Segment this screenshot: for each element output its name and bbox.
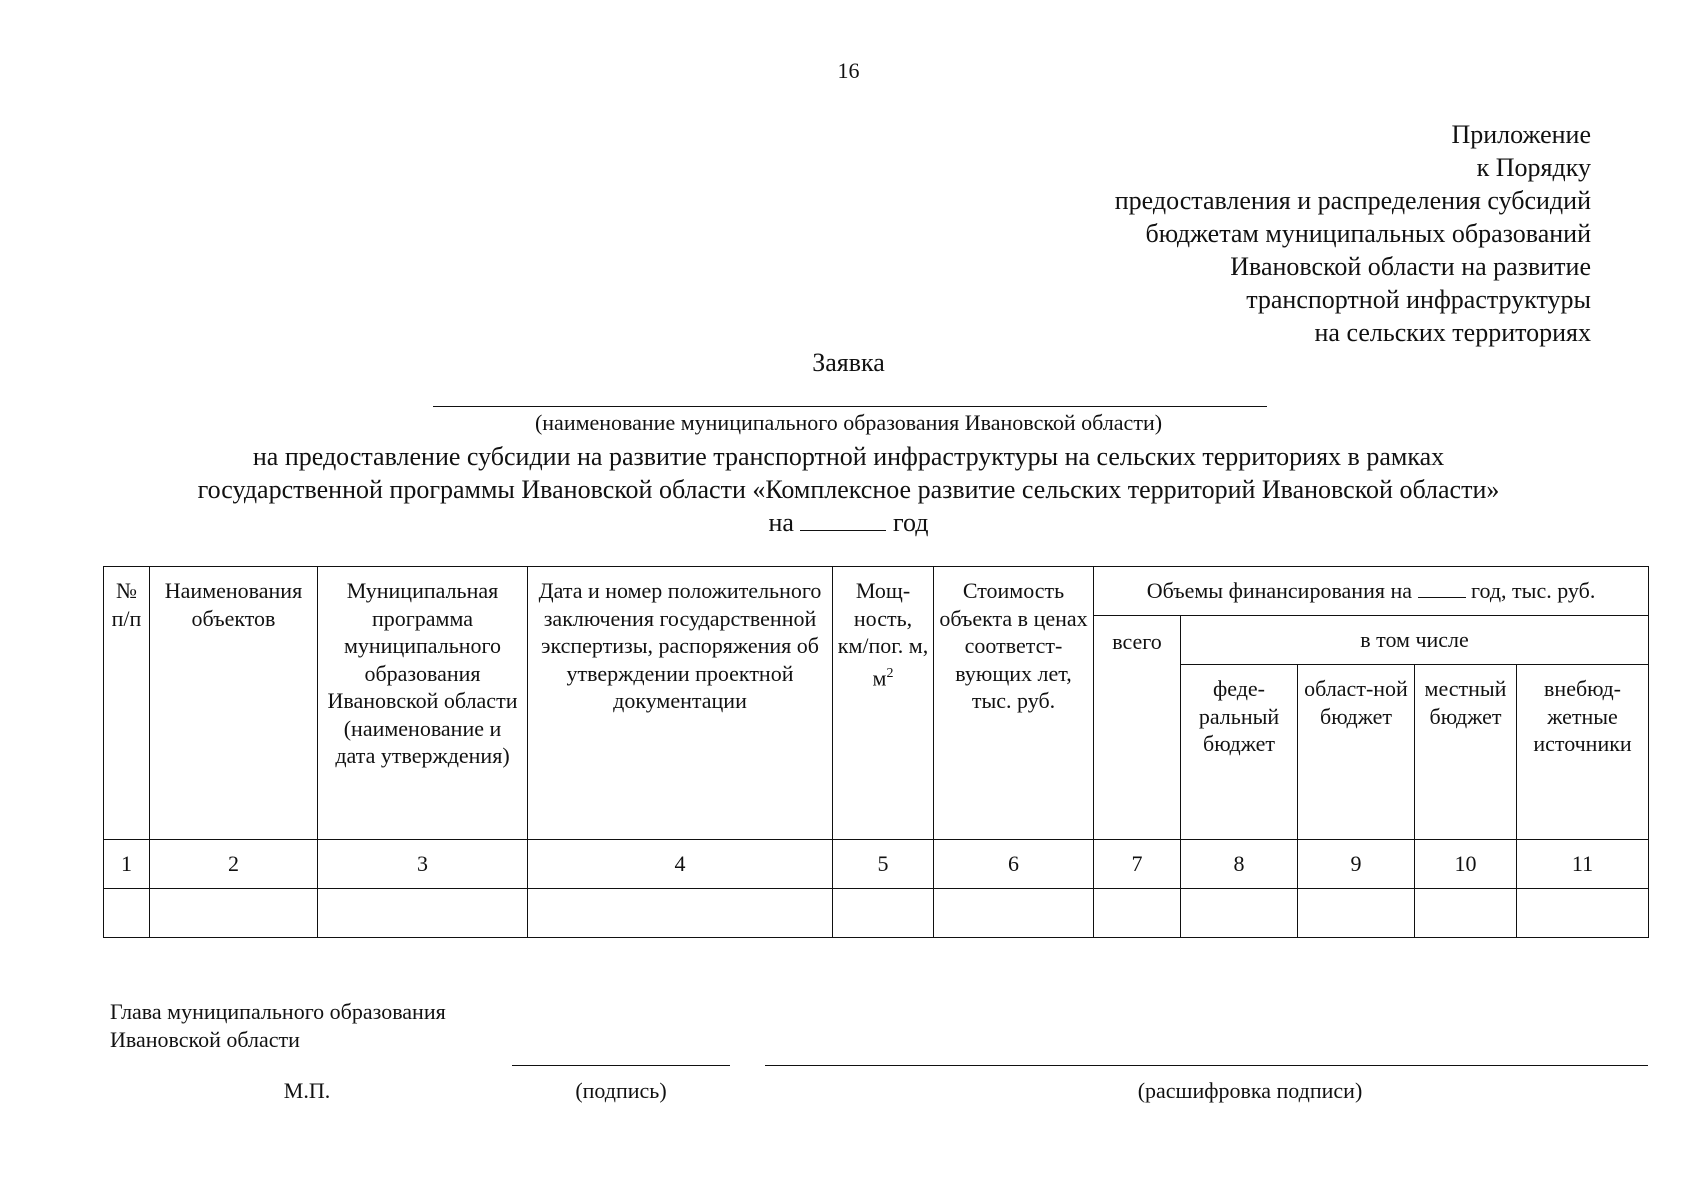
- signature-caption: (подпись): [575, 1078, 667, 1103]
- table-cell: [1298, 889, 1415, 938]
- subject-line-2: государственной программы Ивановской области «Комплексное развитие сельских территорий Ивановской области»: [197, 475, 1500, 504]
- header-number: № п/п: [104, 567, 150, 840]
- table-cell: [528, 889, 833, 938]
- header-total: всего: [1094, 616, 1181, 840]
- column-number: 8: [1181, 840, 1298, 889]
- column-number: 9: [1298, 840, 1415, 889]
- table-cell: [833, 889, 934, 938]
- year-blank: [800, 508, 886, 531]
- financing-prefix: Объемы финансирования на: [1146, 578, 1413, 604]
- signature-decode-line: [765, 1065, 1648, 1066]
- table-row: [104, 889, 1649, 938]
- application-table: [103, 566, 1649, 938]
- application-subject: [0, 440, 1697, 539]
- subject-line-1: на предоставление субсидии на развитие транспортной инфраструктуры на сельских территориях в рамках: [252, 442, 1445, 471]
- column-number: 6: [934, 840, 1094, 889]
- column-number: 1: [104, 840, 150, 889]
- header-capacity: [833, 567, 934, 840]
- official-title-line-2: Ивановской области: [110, 1027, 300, 1052]
- document-title: Заявка: [812, 348, 885, 377]
- table-cell: [934, 889, 1094, 938]
- header-cost: Стоимость объекта в ценах соответст-вующих лет, тыс. руб.: [934, 567, 1094, 840]
- appendix-line: к Порядку: [1476, 153, 1591, 182]
- year-suffix: год: [892, 508, 929, 537]
- table-cell: [1094, 889, 1181, 938]
- header-object-names: Наименования объектов: [150, 567, 318, 840]
- header-federal: феде-ральный бюджет: [1181, 665, 1298, 840]
- column-number: 3: [318, 840, 528, 889]
- header-extrabudgetary: внебюд-жетные источники: [1517, 665, 1649, 840]
- header-regional: област-ной бюджет: [1298, 665, 1415, 840]
- table-cell: [318, 889, 528, 938]
- table-header-row: [104, 567, 1649, 616]
- table-cell: [1415, 889, 1517, 938]
- header-financing: [1094, 567, 1649, 616]
- capacity-label: Мощ-ность, км/пог. м, м: [837, 578, 929, 690]
- table-cell: [1517, 889, 1649, 938]
- column-number-row: [104, 840, 1649, 889]
- year-prefix: на: [768, 508, 794, 537]
- appendix-line: предоставления и распределения субсидий: [1114, 186, 1591, 215]
- signature-line: [512, 1065, 730, 1066]
- appendix-block: [1115, 118, 1591, 349]
- appendix-line: бюджетам муниципальных образований: [1145, 219, 1591, 248]
- table-cell: [104, 889, 150, 938]
- financing-suffix: год, тыс. руб.: [1471, 578, 1596, 604]
- official-title-line-1: Глава муниципального образования: [110, 999, 446, 1024]
- appendix-line: транспортной инфраструктуры: [1246, 285, 1591, 314]
- column-number: 10: [1415, 840, 1517, 889]
- table-cell: [150, 889, 318, 938]
- appendix-line: на сельских территориях: [1314, 318, 1591, 347]
- official-title: [110, 998, 446, 1054]
- stamp-label: М.П.: [283, 1078, 331, 1103]
- header-municipal-program: Муниципальная программа муниципального образования Ивановской области (наименование и дата утверждения): [318, 567, 528, 840]
- column-number: 4: [528, 840, 833, 889]
- capacity-superscript: 2: [886, 665, 894, 681]
- municipality-name-caption: (наименование муниципального образования Ивановской области): [534, 410, 1163, 435]
- signature-decode-caption: (расшифровка подписи): [1137, 1078, 1363, 1103]
- page-number: 16: [837, 58, 860, 83]
- financing-year-blank: [1418, 579, 1466, 598]
- appendix-line: Приложение: [1451, 120, 1591, 149]
- appendix-line: Ивановской области на развитие: [1230, 252, 1591, 281]
- column-number: 11: [1517, 840, 1649, 889]
- municipality-name-line: [433, 406, 1267, 407]
- header-including: в том числе: [1181, 616, 1649, 665]
- column-number: 2: [150, 840, 318, 889]
- column-number: 5: [833, 840, 934, 889]
- header-local: местный бюджет: [1415, 665, 1517, 840]
- header-expertise: Дата и номер положительного заключения государственной экспертизы, распоряжения об утверждении проектной документации: [528, 567, 833, 840]
- column-number: 7: [1094, 840, 1181, 889]
- subject-year-line: [0, 506, 1697, 539]
- table-cell: [1181, 889, 1298, 938]
